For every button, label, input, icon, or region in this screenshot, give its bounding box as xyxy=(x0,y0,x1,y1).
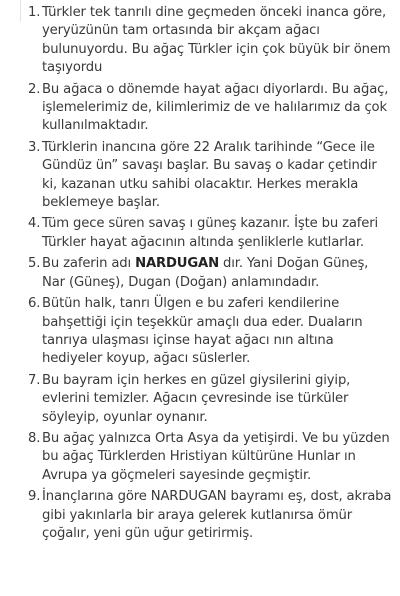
item-text: Türkler tek tanrılı dine geçmeden önceki inanca göre, yeryüzünün tam ortasında bir akçam ağacı bulunuyordu. Bu ağaç Türkler için çok büyük bir önem taşıyordu xyxy=(42,5,391,76)
item-number: 2. xyxy=(28,81,41,97)
item-text-after: dır. Yani Doğan Güneş, Nar (Güneş), Dugan (Doğan) anlamındadır. xyxy=(42,256,369,290)
item-number: 5. xyxy=(28,256,41,272)
item-number: 3. xyxy=(28,139,41,155)
item-number: 9. xyxy=(28,489,41,505)
item-text: Bu ağaç yalnızca Orta Asya da yetişirdi. Ve bu yüzden bu ağaç Türklerden Hristiyan kültürüne Hunlar ın Avrupa ya göçmeleri sayesinde geçmiştir. xyxy=(42,430,390,483)
item-number: 8. xyxy=(28,430,41,446)
item-number: 1. xyxy=(28,5,41,20)
list-item xyxy=(10,4,392,78)
list-item xyxy=(10,488,392,543)
list-item xyxy=(10,139,392,213)
list-item xyxy=(10,430,392,485)
item-text: Tüm gece süren savaş ı güneş kazanır. İşte bu zaferi Türkler hayat ağacının altında şenliklerle kutlarlar. xyxy=(42,216,379,250)
item-number: 4. xyxy=(28,216,41,232)
item-text: Bu bayram için herkes en güzel giysilerini giyip, evlerini temizler. Ağacın çevresinde ise türküler söyleyip, oyunlar oynanır. xyxy=(42,372,351,425)
item-text: Bu ağaca o dönemde hayat ağacı diyorlardı. Bu ağaç, işlemelerimiz de, kilimlerimiz de ve halılarımız da çok kullanılmaktadır. xyxy=(42,81,389,134)
list-item xyxy=(10,255,392,292)
list-item xyxy=(10,295,392,369)
item-text: İnançlarına göre NARDUGAN bayramı eş, dost, akraba gibi yakınlarla bir araya gelerek kutlanırsa ömür çoğalır, yeni gün uğur getirirmiş. xyxy=(42,489,392,541)
item-text-before: Bu zaferin adı xyxy=(42,256,136,272)
nardugan-bold: NARDUGAN xyxy=(135,256,219,272)
list-item xyxy=(10,215,392,252)
list-item xyxy=(10,372,392,427)
item-number: 7. xyxy=(28,372,41,388)
item-text: Türklerin inancına göre 22 Aralık tarihinde “Gece ile Gündüz ün” savaşı başlar. Bu savaş o kadar çetindir ki, kazanan utku sahibi olacaktır. Herkes merakla beklemeye başlar. xyxy=(42,139,377,211)
list-item xyxy=(10,81,392,136)
item-text: Bütün halk, tanrı Ülgen e bu zaferi kendilerine bahşettiği için teşekkür amaçlı dua eder. Duaların tanrıya ulaşması içinse hayat ağacı nın altına hediyeler koyup, ağacı süslerler. xyxy=(42,296,363,367)
item-number: 6. xyxy=(28,296,41,312)
numbered-list xyxy=(10,4,392,543)
